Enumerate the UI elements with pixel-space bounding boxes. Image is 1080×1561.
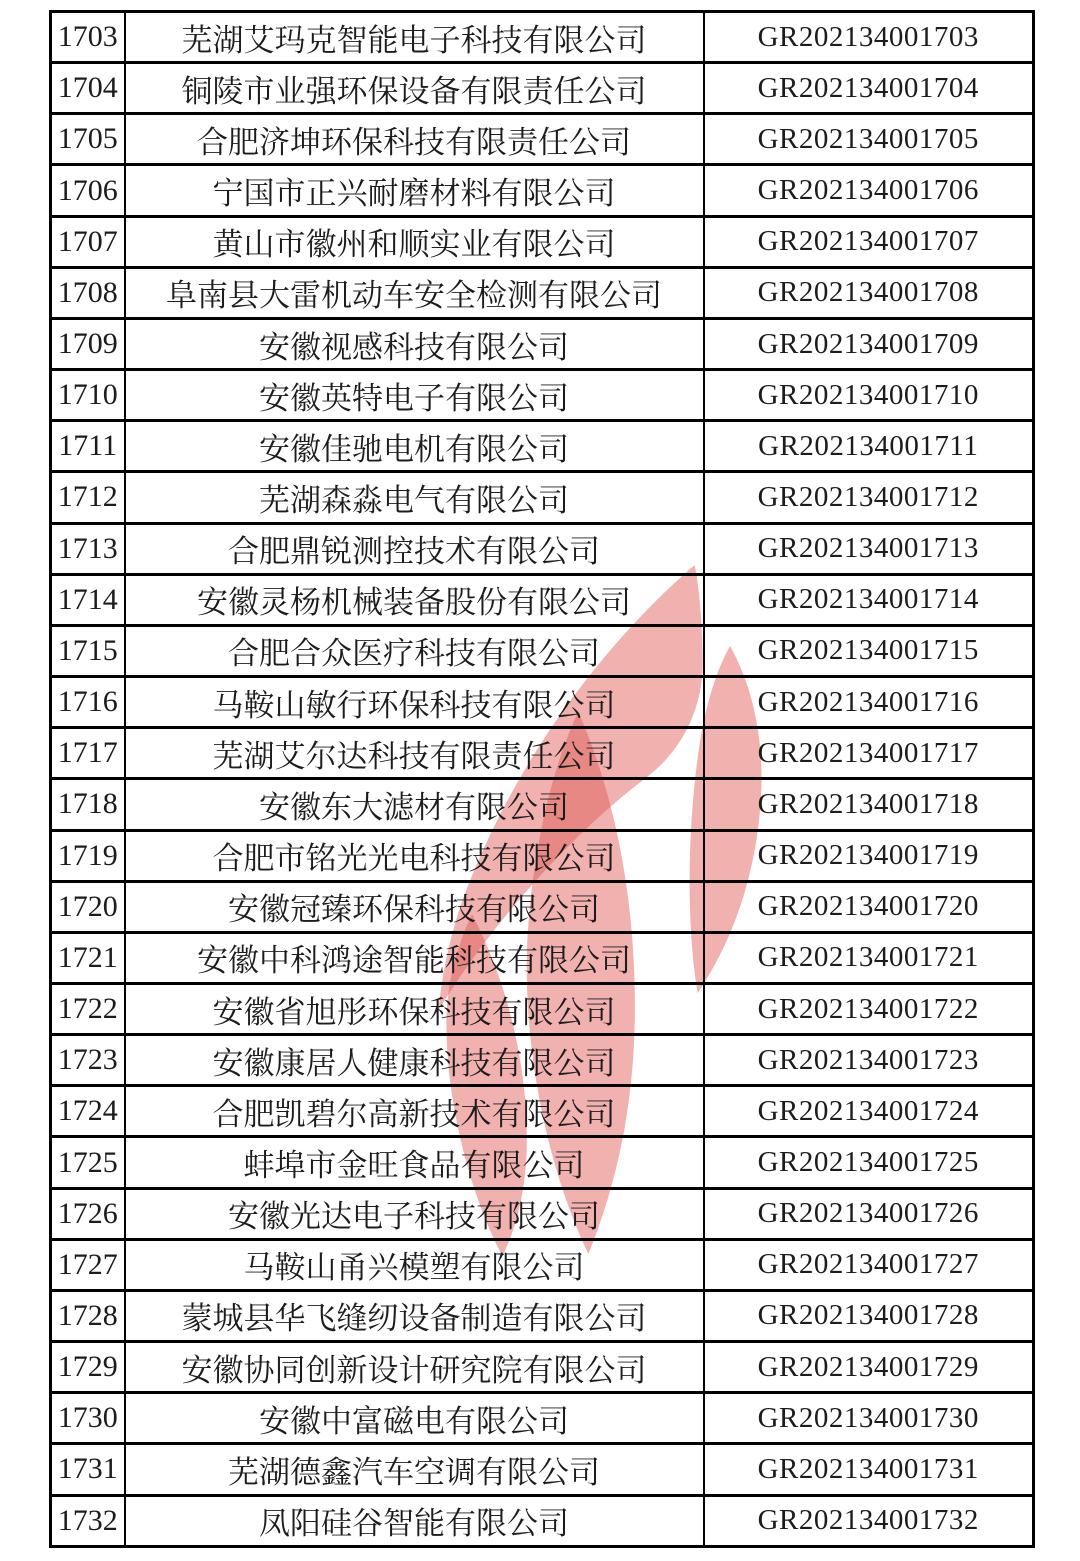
company-name: 芜湖德鑫汽车空调有限公司	[125, 1444, 704, 1495]
table-row	[51, 830, 1034, 881]
row-number: 1720	[51, 881, 125, 932]
certificate-code: GR202134001728	[704, 1290, 1034, 1341]
certificate-code: GR202134001703	[704, 12, 1034, 63]
certificate-code: GR202134001725	[704, 1137, 1034, 1188]
row-number: 1709	[51, 318, 125, 369]
table-row	[51, 114, 1034, 165]
table-row	[51, 1188, 1034, 1239]
certificate-code: GR202134001724	[704, 1086, 1034, 1137]
table-row	[51, 523, 1034, 574]
company-name: 铜陵市业强环保设备有限责任公司	[125, 63, 704, 114]
row-number: 1714	[51, 574, 125, 625]
company-name: 合肥合众医疗科技有限公司	[125, 625, 704, 676]
row-number: 1708	[51, 267, 125, 318]
table-row	[51, 1035, 1034, 1086]
row-number: 1703	[51, 12, 125, 63]
certificate-code: GR202134001705	[704, 114, 1034, 165]
table-row	[51, 421, 1034, 472]
row-number: 1732	[51, 1495, 125, 1546]
row-number: 1728	[51, 1290, 125, 1341]
certificate-code: GR202134001719	[704, 830, 1034, 881]
company-table	[49, 10, 1035, 1548]
certificate-code: GR202134001710	[704, 370, 1034, 421]
certificate-code: GR202134001731	[704, 1444, 1034, 1495]
company-name: 宁国市正兴耐磨材料有限公司	[125, 165, 704, 216]
company-name: 马鞍山敏行环保科技有限公司	[125, 677, 704, 728]
table-row	[51, 779, 1034, 830]
row-number: 1705	[51, 114, 125, 165]
company-name: 蚌埠市金旺食品有限公司	[125, 1137, 704, 1188]
row-number: 1704	[51, 63, 125, 114]
row-number: 1725	[51, 1137, 125, 1188]
company-name: 安徽东大滤材有限公司	[125, 779, 704, 830]
company-name: 合肥市铭光光电科技有限公司	[125, 830, 704, 881]
certificate-code: GR202134001720	[704, 881, 1034, 932]
row-number: 1712	[51, 472, 125, 523]
certificate-code: GR202134001715	[704, 625, 1034, 676]
table-row	[51, 1137, 1034, 1188]
certificate-code: GR202134001713	[704, 523, 1034, 574]
certificate-code: GR202134001711	[704, 421, 1034, 472]
table-row	[51, 472, 1034, 523]
company-name: 合肥凯碧尔高新技术有限公司	[125, 1086, 704, 1137]
table-row	[51, 318, 1034, 369]
company-name: 合肥鼎锐测控技术有限公司	[125, 523, 704, 574]
certificate-code: GR202134001706	[704, 165, 1034, 216]
company-name: 安徽中科鸿途智能科技有限公司	[125, 932, 704, 983]
certificate-code: GR202134001721	[704, 932, 1034, 983]
table-row	[51, 165, 1034, 216]
row-number: 1706	[51, 165, 125, 216]
row-number: 1723	[51, 1035, 125, 1086]
table-row	[51, 1495, 1034, 1546]
company-name: 蒙城县华飞缝纫设备制造有限公司	[125, 1290, 704, 1341]
row-number: 1724	[51, 1086, 125, 1137]
table-row	[51, 932, 1034, 983]
company-name: 阜南县大雷机动车安全检测有限公司	[125, 267, 704, 318]
certificate-code: GR202134001729	[704, 1342, 1034, 1393]
row-number: 1726	[51, 1188, 125, 1239]
certificate-code: GR202134001723	[704, 1035, 1034, 1086]
row-number: 1722	[51, 983, 125, 1034]
company-name: 安徽光达电子科技有限公司	[125, 1188, 704, 1239]
company-name: 合肥济坤环保科技有限责任公司	[125, 114, 704, 165]
table-row	[51, 1086, 1034, 1137]
company-name: 安徽协同创新设计研究院有限公司	[125, 1342, 704, 1393]
row-number: 1710	[51, 370, 125, 421]
company-name: 芜湖森淼电气有限公司	[125, 472, 704, 523]
table-row	[51, 1444, 1034, 1495]
company-name: 芜湖艾尔达科技有限责任公司	[125, 728, 704, 779]
table-row	[51, 625, 1034, 676]
row-number: 1713	[51, 523, 125, 574]
row-number: 1721	[51, 932, 125, 983]
table-row	[51, 12, 1034, 63]
row-number: 1719	[51, 830, 125, 881]
certificate-code: GR202134001714	[704, 574, 1034, 625]
certificate-code: GR202134001722	[704, 983, 1034, 1034]
table-row	[51, 370, 1034, 421]
company-name: 安徽康居人健康科技有限公司	[125, 1035, 704, 1086]
table-row	[51, 267, 1034, 318]
table-row	[51, 574, 1034, 625]
row-number: 1715	[51, 625, 125, 676]
company-name: 安徽中富磁电有限公司	[125, 1393, 704, 1444]
row-number: 1730	[51, 1393, 125, 1444]
table-row	[51, 677, 1034, 728]
company-name: 凤阳硅谷智能有限公司	[125, 1495, 704, 1546]
company-table-body	[51, 12, 1034, 1547]
certificate-code: GR202134001707	[704, 216, 1034, 267]
certificate-code: GR202134001716	[704, 677, 1034, 728]
row-number: 1729	[51, 1342, 125, 1393]
row-number: 1718	[51, 779, 125, 830]
table-row	[51, 216, 1034, 267]
table-row	[51, 63, 1034, 114]
row-number: 1716	[51, 677, 125, 728]
certificate-code: GR202134001718	[704, 779, 1034, 830]
company-name: 马鞍山甬兴模塑有限公司	[125, 1239, 704, 1290]
row-number: 1717	[51, 728, 125, 779]
certificate-code: GR202134001712	[704, 472, 1034, 523]
certificate-code: GR202134001717	[704, 728, 1034, 779]
table-row	[51, 1239, 1034, 1290]
table-row	[51, 728, 1034, 779]
company-name: 芜湖艾玛克智能电子科技有限公司	[125, 12, 704, 63]
table-row	[51, 1290, 1034, 1341]
company-name: 安徽冠臻环保科技有限公司	[125, 881, 704, 932]
row-number: 1727	[51, 1239, 125, 1290]
row-number: 1731	[51, 1444, 125, 1495]
company-name: 安徽灵杨机械装备股份有限公司	[125, 574, 704, 625]
company-name: 安徽佳驰电机有限公司	[125, 421, 704, 472]
certificate-code: GR202134001704	[704, 63, 1034, 114]
certificate-code: GR202134001726	[704, 1188, 1034, 1239]
table-row	[51, 881, 1034, 932]
company-name: 安徽省旭彤环保科技有限公司	[125, 983, 704, 1034]
table-row	[51, 983, 1034, 1034]
certificate-code: GR202134001708	[704, 267, 1034, 318]
table-row	[51, 1393, 1034, 1444]
certificate-code: GR202134001709	[704, 318, 1034, 369]
company-name: 黄山市徽州和顺实业有限公司	[125, 216, 704, 267]
company-name: 安徽英特电子有限公司	[125, 370, 704, 421]
company-name: 安徽视感科技有限公司	[125, 318, 704, 369]
certificate-code: GR202134001727	[704, 1239, 1034, 1290]
table-row	[51, 1342, 1034, 1393]
certificate-code: GR202134001730	[704, 1393, 1034, 1444]
certificate-code: GR202134001732	[704, 1495, 1034, 1546]
row-number: 1707	[51, 216, 125, 267]
row-number: 1711	[51, 421, 125, 472]
